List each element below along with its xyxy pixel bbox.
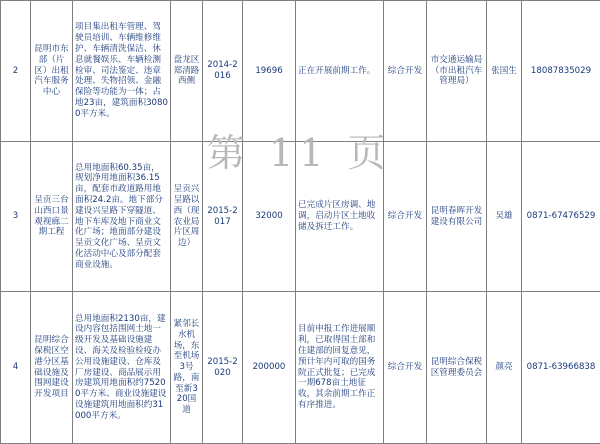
row-number: 2	[1, 1, 31, 142]
project-period: 2015-2017	[203, 142, 243, 292]
project-content: 总用地面积60.35亩，规划净用地面积36.15亩，配套市政道路用地面积24.2亩。地下部分建设兴呈路下穿隧道、地下车库及地下商业文化广场；地面部分建设呈贡文化广场、呈贡文化活动中心及部分配套商业设施。	[73, 142, 171, 292]
project-phone: 0871-63966838	[522, 292, 600, 444]
table-row	[1, 292, 600, 444]
project-type: 综合开发	[384, 1, 427, 142]
project-name: 呈贡三台山西口景观视廊二期工程	[31, 142, 73, 292]
page-number-watermark: 第 11 页	[207, 122, 392, 177]
table-row	[1, 142, 600, 292]
project-progress: 已完成片区房调、地调，启动片区土地收储及拆迁工作。	[296, 142, 384, 292]
project-period: 2014-2016	[203, 1, 243, 142]
project-contact: 吴雄	[487, 142, 522, 292]
project-contact: 颜亮	[487, 292, 522, 444]
project-content: 总用地面积2130亩，建设内容包括围网土地一级开发及基础设施建设、海关及检验检疫办公用设施建设、仓库及厂房建设、商品展示用房建筑用地面积约75200平方米、商业设施建设设施建筑用地面积约31000平方米。	[73, 292, 171, 444]
project-investment: 200000	[243, 292, 296, 444]
project-content: 项目集出租车管理、驾驶员培训、车辆维修维护、车辆清洗保洁、休息就餐娱乐、车辆检测检审、司法鉴定、违章处理、失物招领、金融保险等功能为一体；占地23亩，建筑面积30800平方米。	[73, 1, 171, 142]
project-name: 昆明市东部（片区）出租汽车服务中心	[31, 1, 73, 142]
project-location: 盘龙区郑清路西侧	[171, 1, 203, 142]
project-progress: 目前申报工作进展顺利，已取得国土部和住建部的回复意见，预计年内可取的国务院正式批复；已完成一期678亩土地征收，其余前期工作正有序推进。	[296, 292, 384, 444]
row-number: 3	[1, 142, 31, 292]
project-investment: 19696	[243, 1, 296, 142]
project-type: 综合开发	[384, 292, 427, 444]
row-number: 4	[1, 292, 31, 444]
project-type: 综合开发	[384, 142, 427, 292]
project-progress: 正在开展前期工作。	[296, 1, 384, 142]
project-location: 紧邻长水机场，东至机场3号路，南至新320国道	[171, 292, 203, 444]
project-investment: 32000	[243, 142, 296, 292]
project-owner: 市交通运输局（市出租汽车管理局）	[427, 1, 487, 142]
project-location: 呈贡兴呈路以西（现农业局片区周边）	[171, 142, 203, 292]
project-contact: 张国生	[487, 1, 522, 142]
project-period: 2015-2020	[203, 292, 243, 444]
project-owner: 昆明春晖开发建设有限公司	[427, 142, 487, 292]
table-row	[1, 1, 600, 142]
project-owner: 昆明综合保税区管理委员会	[427, 292, 487, 444]
project-name: 昆明综合保税区空港分区基础设施及围网建设开发项目	[31, 292, 73, 444]
project-phone: 18087835029	[522, 1, 600, 142]
project-phone: 0871-67476529	[522, 142, 600, 292]
